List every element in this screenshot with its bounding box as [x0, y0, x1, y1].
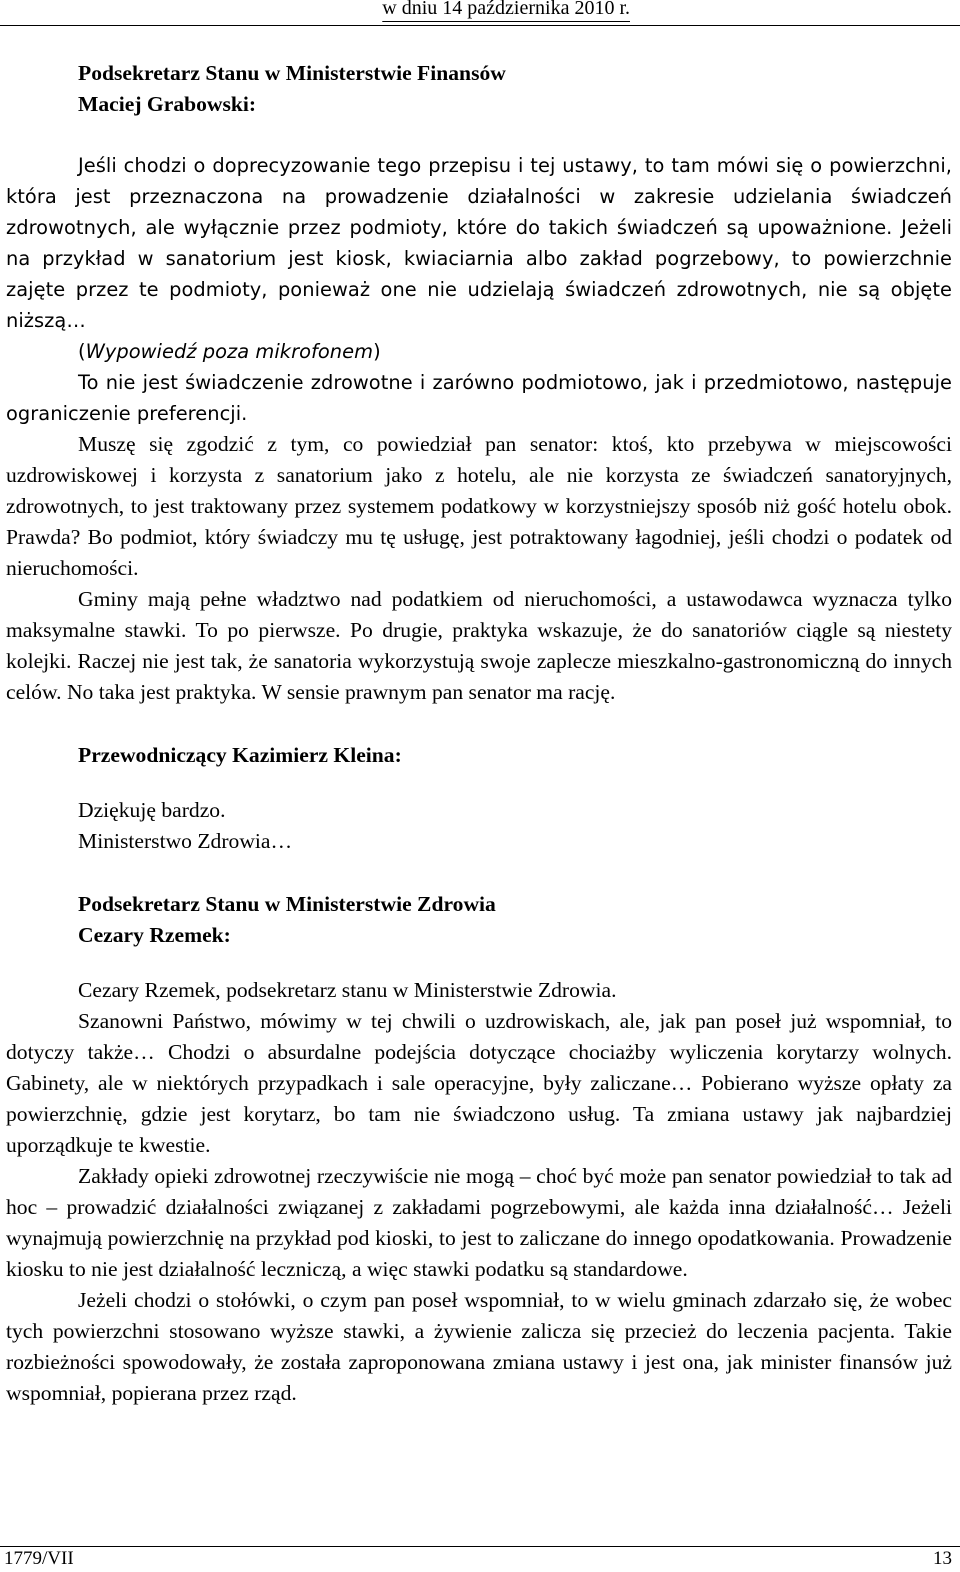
paragraph: Zakłady opieki zdrowotnej rzeczywiście nie mogą – choć być może pan senator powiedział to tak ad hoc – prowadzić działalności związanej z zakładami pogrzebowymi, ale każda inna działalność… Jeżeli wynajmują powierzchnię na przykład pod kioski, to jest to zaliczane do innego opodatkowania. Prowadzenie kiosku to nie jest działalność leczniczą, a więc stawki podatku są standardowe. — [6, 1164, 952, 1281]
paragraph: Szanowni Państwo, mówimy w tej chwili o uzdrowiskach, ale, jak pan poseł już wspomniał, to dotyczy także… Chodzi o absurdalne podejścia dotyczące chociażby wyliczenia korytarzy wolnych. Gabinety, ale w niektórych przypadkach i sale operacyjne, były zaliczane… Pobierano wyższe opłaty za powierzchnię, gdzie jest korytarz, bo tam nie świadczono usług. Ta zmiana ustawy jak najbardziej uporządkuje te kwestie. — [6, 1009, 952, 1157]
paragraph-text: Jeśli chodzi o doprecyzowanie tego przepisu i tej ustawy, to tam mówi się o powierzchni, która jest przeznaczona na prowadzenie działalności w zakresie udzielania świadczeń zdrowotnych, ale wyłącznie przez podmioty, które do takich świadczeń są upoważnione. — [6, 154, 952, 239]
paragraph — [6, 150, 952, 336]
paragraph: Cezary Rzemek, podsekretarz stanu w Ministerstwie Zdrowia. — [78, 978, 617, 1002]
header-date: w dniu 14 października 2010 r. — [382, 0, 630, 19]
paragraph-text: Jeżeli na przykład w sanatorium jest kiosk, kwiaciarnia albo zakład pogrzebowy, to powierzchnie zajęte przez te podmioty, ponieważ one nie udzielają świadczeń zdrowotnych, nie są objęte niższą… — [6, 216, 953, 332]
speaker-name: Cezary Rzemek: — [78, 923, 231, 947]
transcript-body — [6, 58, 952, 1409]
aside-close: ) — [373, 340, 381, 363]
speaker-title: Podsekretarz Stanu w Ministerstwie Zdrowia — [78, 892, 496, 916]
paragraph: To nie jest świadczenie zdrowotne i zarówno podmiotowo, jak i przedmiotowo, następuje ograniczenie preferencji. — [6, 371, 952, 425]
speaker-title: Przewodniczący Kazimierz Kleina: — [78, 743, 402, 767]
speaker-title: Podsekretarz Stanu w Ministerstwie Finansów — [78, 61, 506, 85]
paragraph: Dziękuję bardzo. — [78, 798, 226, 822]
header-rule — [0, 25, 960, 26]
paragraph: Jeżeli chodzi o stołówki, o czym pan poseł wspomniał, to w wielu gminach zdarzało się, że wobec tych powierzchni stosowano wyższe stawki, a żywienie zalicza się przecież do leczenia pacjenta. Takie rozbieżności spowodowały, że została zaproponowana zmiana ustawy i jest ona, jak minister finansów już wspomniał, popierana przez rząd. — [6, 1288, 952, 1405]
footer-rule — [0, 1546, 960, 1547]
footer-document-number: 1779/VII — [4, 1548, 74, 1569]
paragraph: Gminy mają pełne władztwo nad podatkiem od nieruchomości, a ustawodawca wyznacza tylko maksymalne stawki. To po pierwsze. Po drugie, praktyka wskazuje, że do sanatoriów ciągle są niestety kolejki. Raczej nie jest tak, że sanatoria wykorzystują swoje zaplecze mieszkalno-gastronomiczną do innych celów. No taka jest praktyka. W sensie prawnym pan senator ma rację. — [6, 587, 952, 704]
aside-open: ( — [78, 340, 86, 363]
footer-page-number: 13 — [933, 1548, 952, 1569]
speaker-name: Maciej Grabowski: — [78, 92, 257, 116]
paragraph: Muszę się zgodzić z tym, co powiedział pan senator: ktoś, kto przebywa w miejscowości uzdrowiskowej i korzysta z sanatorium jako z hotelu, ale nie korzysta ze świadczeń sanatoryjnych, zdrowotnych, to jest traktowany przez systemem podatkowy w korzystniejszy sposób niż gość hotelu obok. Prawda? Bo podmiot, który świadczy mu tę usługę, jest potraktowany łagodniej, jeśli chodzi o podatek od nieruchomości. — [6, 432, 952, 580]
aside-note — [6, 336, 952, 367]
paragraph: Ministerstwo Zdrowia… — [78, 829, 293, 853]
aside-italic: Wypowiedź poza mikrofonem — [85, 340, 374, 363]
